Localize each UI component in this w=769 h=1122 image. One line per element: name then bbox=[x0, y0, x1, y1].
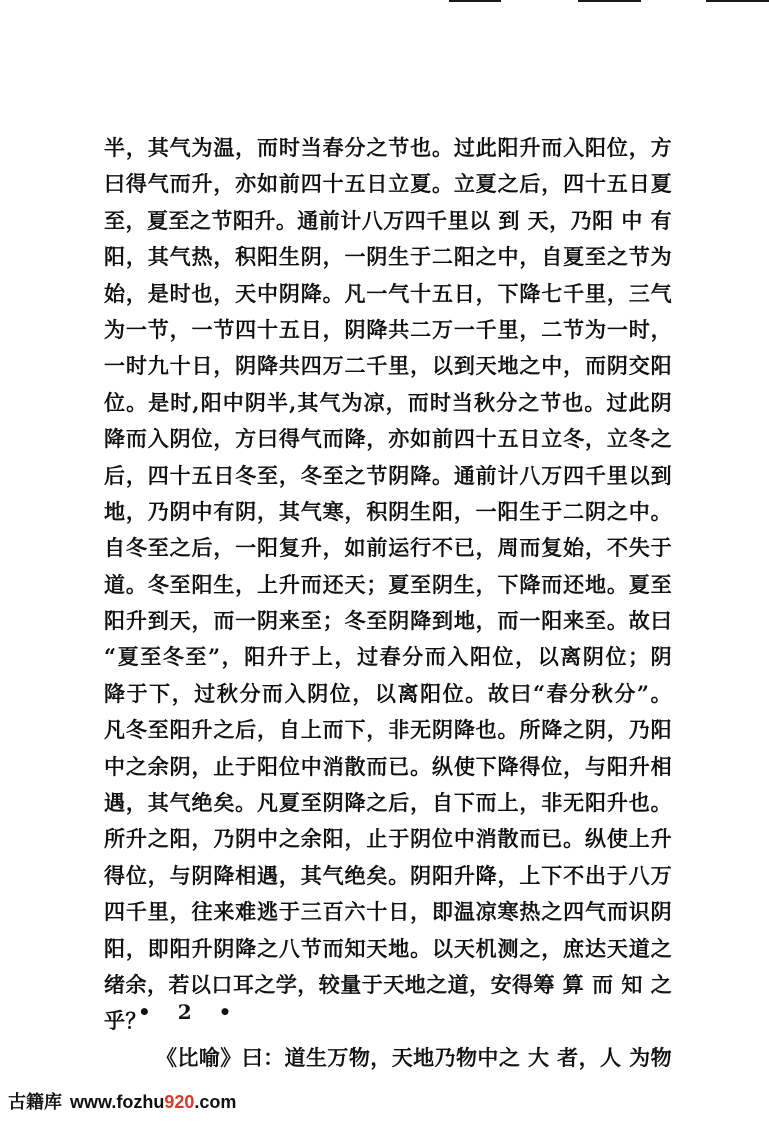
text-line: 至，夏至之节阳升。通前计八万四千里以 到 天，乃阳 中 有 bbox=[104, 207, 672, 233]
text-line: 自冬至之后，一阳复升，如前运行不已，周而复始，不失于 bbox=[104, 535, 672, 561]
text-line: 凡冬至阳升之后，自上而下，非无阴降也。所降之阴，乃阳 bbox=[104, 717, 672, 743]
text-line: 《比喻》曰：道生万物，天地乃物中之 大 者，人 为物 bbox=[156, 1044, 672, 1070]
text-line: 绪余，若以口耳之学，较量于天地之道，安得筹 算 而 知 之 bbox=[104, 971, 672, 997]
text-line: 曰得气而升，亦如前四十五日立夏。立夏之后，四十五日夏 bbox=[104, 171, 672, 197]
watermark-url-number: 920 bbox=[164, 1092, 195, 1112]
watermark-url-prefix: www.fozhu bbox=[70, 1092, 165, 1112]
footer-watermark bbox=[8, 1088, 236, 1114]
text-line: 位。是时,阳中阴半,其气为凉，而时当秋分之节也。过此阴 bbox=[104, 389, 672, 415]
watermark-site-name: 古籍库 bbox=[8, 1092, 62, 1112]
text-line: 阳升到天，而一阴来至；冬至阴降到地，而一阳来至。故曰 bbox=[104, 608, 672, 634]
text-line: 所升之阳，乃阴中之余阳，止于阴位中消散而已。纵使上升 bbox=[104, 826, 672, 852]
page-number: • 2 • bbox=[138, 1000, 242, 1024]
text-line: 一时九十日，阴降共四万二千里，以到天地之中，而阴交阳 bbox=[104, 353, 672, 379]
text-line: 始，是时也，天中阴降。凡一气十五日，下降七千里，三气 bbox=[104, 280, 672, 306]
text-line: 后，四十五日冬至，冬至之节阴降。通前计八万四千里以到 bbox=[104, 462, 672, 488]
text-line: “夏至冬至”，阳升于上，过春分而入阳位，以离阴位；阴 bbox=[104, 644, 672, 670]
text-line: 阳，其气热，积阳生阴，一阴生于二阳之中，自夏至之节为 bbox=[104, 244, 672, 270]
text-line: 遇，其气绝矣。凡夏至阴降之后，自下而上，非无阳升也。 bbox=[104, 790, 672, 816]
text-line: 乎？ bbox=[104, 1008, 147, 1034]
text-line: 地，乃阴中有阴，其气寒，积阴生阳，一阳生于二阴之中。 bbox=[104, 498, 672, 524]
text-line: 四千里，往来难逃于三百六十日，即温凉寒热之四气而识阴 bbox=[104, 899, 672, 925]
text-line: 降于下，过秋分而入阴位，以离阳位。故曰“春分秋分”。 bbox=[104, 680, 672, 706]
text-line: 为一节，一节四十五日，阴降共二万一千里，二节为一时， bbox=[104, 316, 672, 342]
watermark-url-suffix: .com bbox=[194, 1092, 237, 1112]
text-line: 阳，即阳升阴降之八节而知天地。以天机测之，庶达天道之 bbox=[104, 935, 672, 961]
text-line: 中之余阴，止于阳位中消散而已。纵使下降得位，与阳升相 bbox=[104, 753, 672, 779]
top-rule-1 bbox=[449, 0, 501, 2]
text-line: 得位，与阴降相遇，其气绝矣。阴阳升降，上下不出于八万 bbox=[104, 862, 672, 888]
top-rule-3 bbox=[706, 0, 769, 2]
text-line: 半，其气为温，而时当春分之节也。过此阳升而入阳位，方 bbox=[104, 135, 672, 160]
body-text bbox=[104, 130, 672, 1076]
top-rule-2 bbox=[578, 0, 641, 2]
text-line: 降而入阴位，方曰得气而降，亦如前四十五日立冬，立冬之 bbox=[104, 426, 672, 452]
text-line: 道。冬至阳生，上升而还天；夏至阴生，下降而还地。夏至 bbox=[104, 571, 672, 597]
